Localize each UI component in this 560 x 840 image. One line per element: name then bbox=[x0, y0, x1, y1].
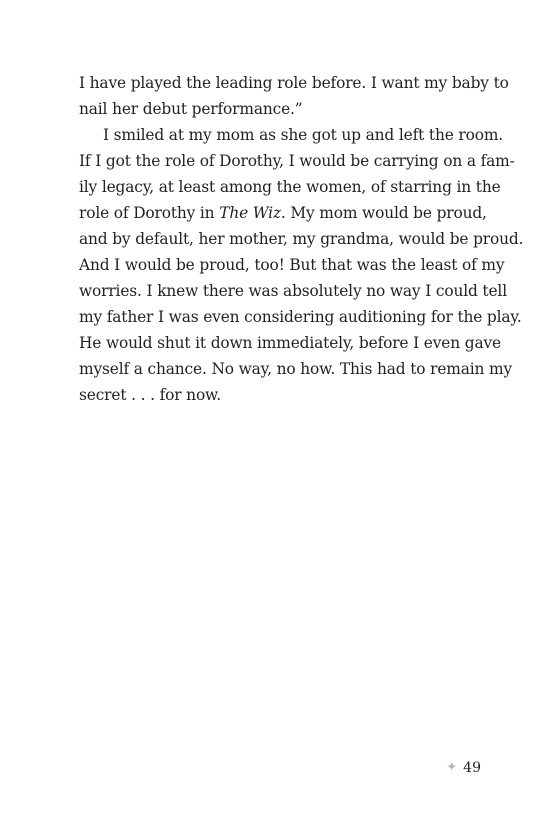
text-line: ily legacy, at least among the women, of starring in the bbox=[79, 178, 501, 196]
text-run: role of Dorothy in bbox=[79, 204, 220, 222]
paragraph-2 bbox=[79, 122, 524, 408]
paragraph-1 bbox=[79, 70, 509, 122]
text-line: If I got the role of Dorothy, I would be carrying on a fam- bbox=[79, 152, 515, 170]
text-line: myself a chance. No way, no how. This had to remain my bbox=[79, 360, 513, 378]
text-line: He would shut it down immediately, before I even gave bbox=[79, 334, 502, 352]
page-body-text bbox=[79, 70, 524, 408]
text-line: I smiled at my mom as she got up and left the room. bbox=[103, 126, 504, 144]
text-line: worries. I knew there was absolutely no way I could tell bbox=[79, 282, 507, 300]
page-number: 49 bbox=[463, 760, 481, 776]
text-line: secret . . . for now. bbox=[79, 386, 222, 404]
text-line: and by default, her mother, my grandma, would be proud. bbox=[79, 230, 524, 248]
text-line: And I would be proud, too! But that was the least of my bbox=[79, 256, 505, 274]
book-title-italic: The Wiz bbox=[219, 204, 281, 222]
text-line: I have played the leading role before. I want my baby to bbox=[79, 74, 509, 92]
page-footer bbox=[446, 758, 481, 778]
four-point-star-icon: ✦ bbox=[446, 760, 458, 775]
text-line: nail her debut performance.” bbox=[79, 100, 303, 118]
text-run: . My mom would be proud, bbox=[280, 204, 487, 222]
text-line: my father I was even considering auditioning for the play. bbox=[79, 308, 522, 326]
text-line bbox=[79, 200, 487, 226]
